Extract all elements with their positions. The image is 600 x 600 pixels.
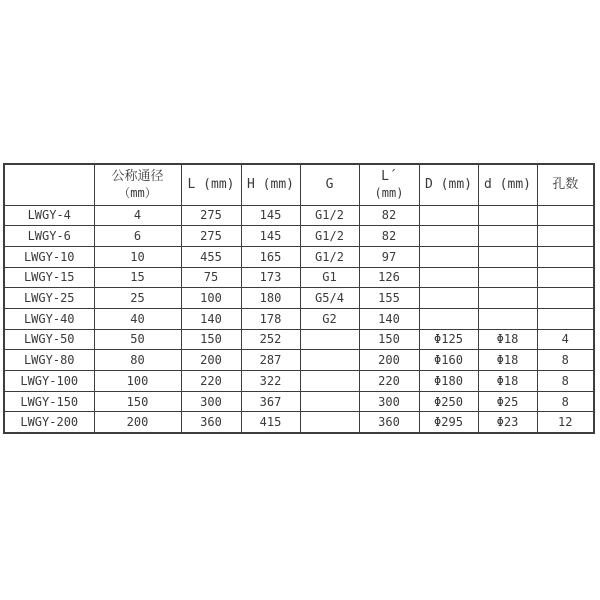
column-header-L-prime xyxy=(359,164,419,205)
table-cell: Φ23 xyxy=(478,412,537,433)
table-cell: Φ180 xyxy=(419,371,478,392)
table-row xyxy=(4,288,594,309)
row-label-cell: LWGY-80 xyxy=(4,350,94,371)
table-row xyxy=(4,308,594,329)
table-cell: 287 xyxy=(241,350,300,371)
spec-table-body xyxy=(4,205,594,433)
table-cell xyxy=(478,246,537,267)
column-header-rowlabel xyxy=(4,164,94,205)
column-header-nominal-diameter xyxy=(94,164,181,205)
table-cell: 100 xyxy=(181,288,241,309)
table-row xyxy=(4,371,594,392)
table-cell: 8 xyxy=(537,391,594,412)
table-cell: 126 xyxy=(359,267,419,288)
table-row xyxy=(4,329,594,350)
table-cell: 82 xyxy=(359,226,419,247)
table-cell xyxy=(300,329,359,350)
column-header-label: 孔数 xyxy=(552,176,579,192)
table-cell: 300 xyxy=(359,391,419,412)
table-row xyxy=(4,246,594,267)
column-header-hole-count xyxy=(537,164,594,205)
row-label-cell: LWGY-150 xyxy=(4,391,94,412)
table-cell: 100 xyxy=(94,371,181,392)
column-header-sub: （mm） xyxy=(118,186,157,201)
table-cell xyxy=(419,288,478,309)
table-cell: 140 xyxy=(181,308,241,329)
table-cell xyxy=(478,308,537,329)
table-cell: 220 xyxy=(181,371,241,392)
row-label-cell: LWGY-6 xyxy=(4,226,94,247)
spec-table xyxy=(3,163,595,434)
table-cell: 140 xyxy=(359,308,419,329)
column-header-D xyxy=(419,164,478,205)
table-cell: 360 xyxy=(181,412,241,433)
table-cell xyxy=(478,226,537,247)
table-cell xyxy=(537,308,594,329)
table-cell: 8 xyxy=(537,371,594,392)
table-cell: 12 xyxy=(537,412,594,433)
table-cell: G1/2 xyxy=(300,226,359,247)
table-row xyxy=(4,412,594,433)
table-row xyxy=(4,391,594,412)
row-label-cell: LWGY-25 xyxy=(4,288,94,309)
table-cell: 173 xyxy=(241,267,300,288)
row-label-cell: LWGY-200 xyxy=(4,412,94,433)
table-cell: 6 xyxy=(94,226,181,247)
table-cell xyxy=(419,205,478,226)
table-cell: 180 xyxy=(241,288,300,309)
table-cell: Φ250 xyxy=(419,391,478,412)
row-label-cell: LWGY-50 xyxy=(4,329,94,350)
table-cell xyxy=(537,205,594,226)
table-cell: G5/4 xyxy=(300,288,359,309)
table-cell: G1/2 xyxy=(300,246,359,267)
column-header-label: L´ xyxy=(381,168,397,184)
table-cell: 252 xyxy=(241,329,300,350)
table-cell: 82 xyxy=(359,205,419,226)
table-cell: Φ25 xyxy=(478,391,537,412)
column-header-H xyxy=(241,164,300,205)
table-cell: 155 xyxy=(359,288,419,309)
table-row xyxy=(4,350,594,371)
column-header-sub: (mm) xyxy=(374,186,404,201)
table-cell: 300 xyxy=(181,391,241,412)
table-cell: 455 xyxy=(181,246,241,267)
table-cell: 80 xyxy=(94,350,181,371)
column-header-label: 公称通径 xyxy=(111,168,164,184)
table-row xyxy=(4,205,594,226)
column-header-label: D (mm) xyxy=(425,176,472,192)
row-label-cell: LWGY-4 xyxy=(4,205,94,226)
table-cell xyxy=(419,308,478,329)
table-cell: Φ18 xyxy=(478,371,537,392)
table-cell: 275 xyxy=(181,205,241,226)
table-cell xyxy=(478,205,537,226)
row-label-cell: LWGY-10 xyxy=(4,246,94,267)
table-cell: 145 xyxy=(241,226,300,247)
table-cell: G2 xyxy=(300,308,359,329)
table-cell: 10 xyxy=(94,246,181,267)
table-cell: Φ18 xyxy=(478,350,537,371)
table-cell xyxy=(300,350,359,371)
column-header-label: L (mm) xyxy=(187,176,235,192)
table-cell: Φ160 xyxy=(419,350,478,371)
table-cell xyxy=(300,391,359,412)
table-cell: 150 xyxy=(94,391,181,412)
row-label-cell: LWGY-100 xyxy=(4,371,94,392)
table-cell xyxy=(478,288,537,309)
table-cell xyxy=(537,226,594,247)
row-label-cell: LWGY-15 xyxy=(4,267,94,288)
table-cell xyxy=(419,267,478,288)
table-cell: 275 xyxy=(181,226,241,247)
table-cell: 200 xyxy=(359,350,419,371)
table-cell: 360 xyxy=(359,412,419,433)
table-header xyxy=(4,164,594,205)
table-cell: 4 xyxy=(537,329,594,350)
table-cell xyxy=(300,371,359,392)
table-cell: 165 xyxy=(241,246,300,267)
table-cell xyxy=(419,246,478,267)
table-cell: Φ125 xyxy=(419,329,478,350)
column-header-label: d (mm) xyxy=(484,176,531,192)
row-label-cell: LWGY-40 xyxy=(4,308,94,329)
table-cell xyxy=(537,288,594,309)
table-cell: 200 xyxy=(94,412,181,433)
table-cell: 145 xyxy=(241,205,300,226)
table-cell: Φ18 xyxy=(478,329,537,350)
table-cell xyxy=(300,412,359,433)
table-cell: G1 xyxy=(300,267,359,288)
table-cell: 220 xyxy=(359,371,419,392)
table-cell: 367 xyxy=(241,391,300,412)
table-cell: 40 xyxy=(94,308,181,329)
table-cell: 200 xyxy=(181,350,241,371)
table-cell: 50 xyxy=(94,329,181,350)
table-cell xyxy=(478,267,537,288)
table-cell: 75 xyxy=(181,267,241,288)
table-cell: 4 xyxy=(94,205,181,226)
table-cell: G1/2 xyxy=(300,205,359,226)
table-cell: 150 xyxy=(359,329,419,350)
column-header-d xyxy=(478,164,537,205)
table-cell xyxy=(419,226,478,247)
table-cell xyxy=(537,246,594,267)
column-header-label: H (mm) xyxy=(247,176,294,192)
table-cell: 97 xyxy=(359,246,419,267)
table-cell: 415 xyxy=(241,412,300,433)
column-header-L xyxy=(181,164,241,205)
table-row xyxy=(4,226,594,247)
table-row xyxy=(4,267,594,288)
column-header-label: G xyxy=(325,176,334,192)
table-cell: 15 xyxy=(94,267,181,288)
table-cell: 25 xyxy=(94,288,181,309)
table-cell: 322 xyxy=(241,371,300,392)
column-header-G xyxy=(300,164,359,205)
table-cell: Φ295 xyxy=(419,412,478,433)
table-cell: 150 xyxy=(181,329,241,350)
header-row xyxy=(4,164,594,205)
table-cell xyxy=(537,267,594,288)
table-cell: 8 xyxy=(537,350,594,371)
table-cell: 178 xyxy=(241,308,300,329)
